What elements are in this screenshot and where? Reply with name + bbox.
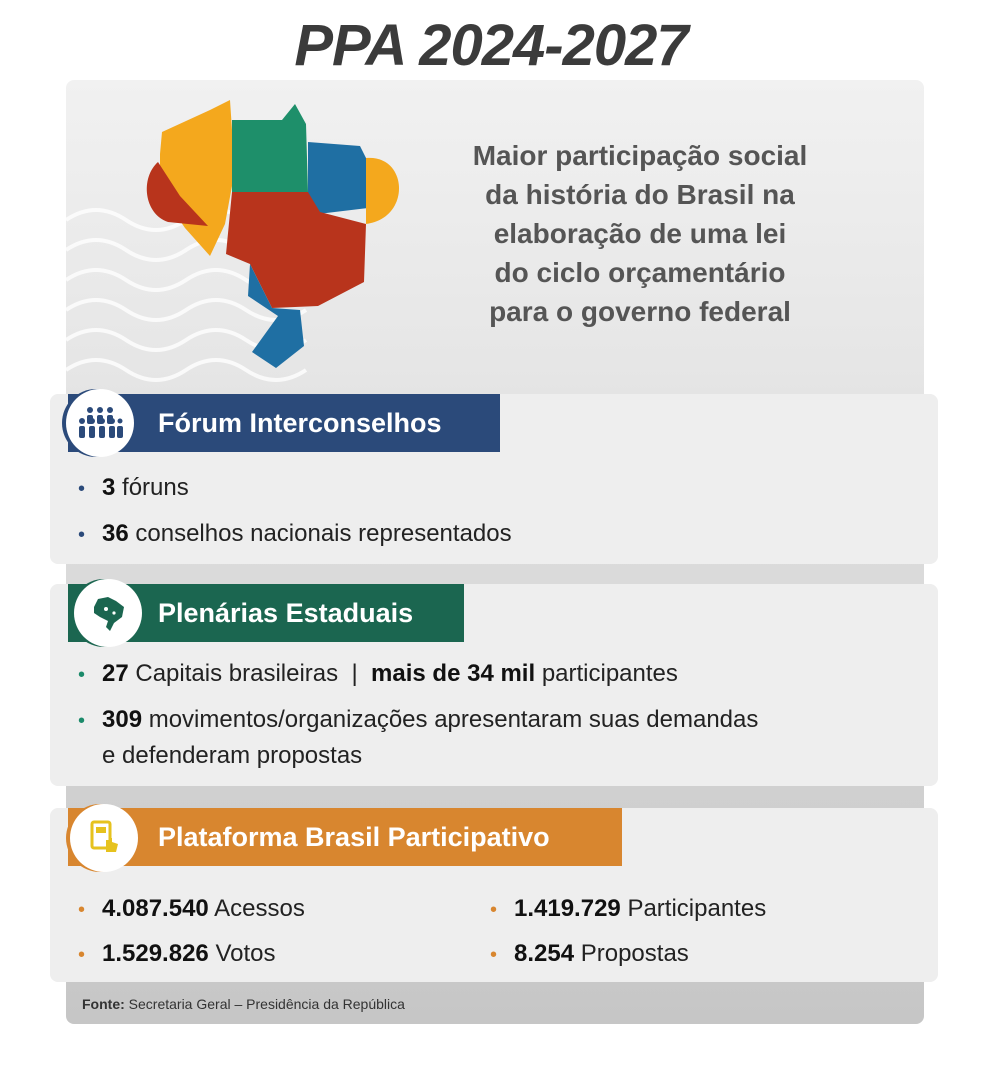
bullet-dot: •: [78, 478, 86, 500]
plenarias-line-2: [78, 706, 758, 734]
source-text: Secretaria Geral – Presidência da República: [128, 996, 405, 1012]
headline-text: [420, 136, 860, 331]
tablet-touch-icon: [84, 818, 124, 858]
plataforma-item: [78, 940, 276, 968]
plataforma-title: Plataforma Brasil Participativo: [158, 822, 550, 852]
plenarias-number: mais de 34 mil: [371, 660, 536, 687]
plenarias-number: 309: [102, 706, 143, 733]
plenarias-text: participantes: [541, 660, 678, 687]
people-group-icon: [76, 405, 124, 441]
headline-line: Maior participação social: [472, 140, 808, 171]
forum-item-number: 3: [102, 474, 116, 501]
bullet-dot: •: [78, 710, 86, 732]
plenarias-number: 27: [102, 660, 129, 687]
plataforma-text: Votos: [215, 940, 276, 967]
plataforma-number: 8.254: [514, 940, 575, 967]
plenarias-title: Plenárias Estaduais: [158, 598, 414, 628]
plataforma-number: 1.529.826: [102, 940, 209, 967]
bullet-dot: •: [78, 524, 86, 546]
plenarias-line-3: [102, 742, 362, 770]
bullet-dot: •: [490, 944, 498, 966]
plataforma-item: [490, 940, 689, 968]
brazil-map-illustration: [140, 96, 410, 376]
plenarias-text: e defenderam propostas: [102, 742, 363, 769]
headline-line: da história do Brasil na: [485, 179, 795, 210]
bullet-dot: •: [490, 899, 498, 921]
forum-item: [78, 520, 512, 548]
plataforma-item: [490, 895, 766, 923]
separator: |: [351, 660, 358, 687]
plataforma-text: Acessos: [214, 895, 305, 922]
forum-item-number: 36: [102, 520, 129, 547]
plataforma-text: Propostas: [580, 940, 689, 967]
forum-title: Fórum Interconselhos: [158, 408, 442, 438]
bullet-dot: •: [78, 664, 86, 686]
forum-badge: [66, 389, 134, 457]
source-label: Fonte:: [82, 996, 125, 1012]
page-title: PPA 2024-2027: [294, 13, 688, 78]
forum-item-text: conselhos nacionais representados: [135, 520, 512, 547]
plataforma-number: 1.419.729: [514, 895, 621, 922]
headline-line: elaboração de uma lei: [493, 218, 787, 249]
plenarias-badge: [74, 579, 142, 647]
plataforma-header: [68, 808, 622, 866]
plataforma-badge: [70, 804, 138, 872]
bullet-dot: •: [78, 899, 86, 921]
plataforma-item: [78, 895, 305, 923]
headline-line: para o governo federal: [489, 296, 791, 327]
forum-item: [78, 474, 189, 502]
plataforma-text: Participantes: [627, 895, 767, 922]
plenarias-text: Capitais brasileiras: [135, 660, 339, 687]
plenarias-line-1: [78, 660, 678, 688]
source-note: [82, 996, 405, 1012]
forum-item-text: fóruns: [122, 474, 189, 501]
bullet-dot: •: [78, 944, 86, 966]
headline-line: do ciclo orçamentário: [494, 257, 786, 288]
plataforma-number: 4.087.540: [102, 895, 209, 922]
brazil-map-icon: [88, 593, 128, 633]
plenarias-text: movimentos/organizações apresentaram suas demandas: [148, 706, 759, 733]
